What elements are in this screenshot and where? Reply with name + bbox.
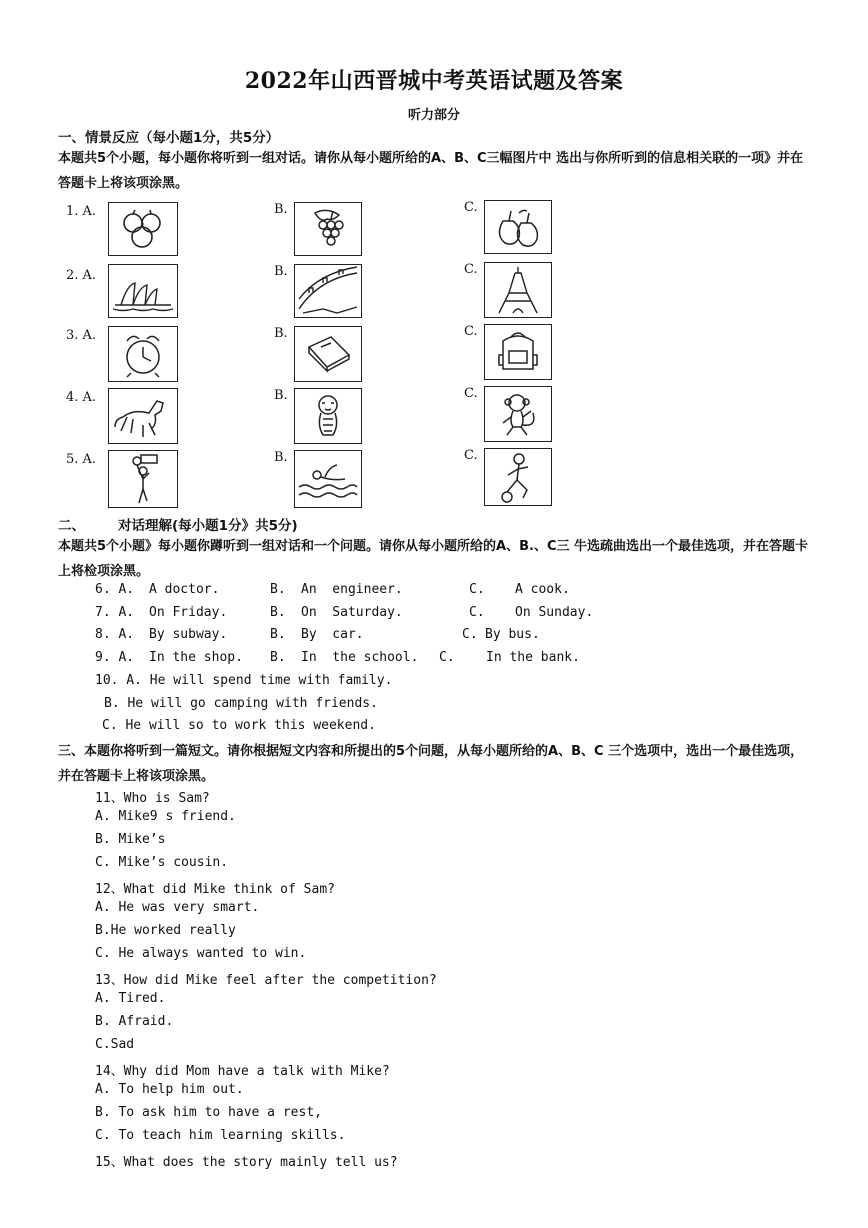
section2-heading: 对话理解(每小题1分》共5分): [118, 518, 298, 534]
q14-option-c: C. To teach him learning skills.: [95, 1128, 346, 1143]
great-wall-icon: [294, 264, 362, 318]
q1-label-c: C.: [464, 200, 478, 215]
eiffel-tower-icon: [484, 262, 552, 318]
q2-label-b: B.: [274, 264, 288, 279]
q5-label-b: B.: [274, 450, 288, 465]
page-subtitle: 听力部分: [407, 108, 460, 123]
alarm-clock-icon: [108, 326, 178, 382]
q12-option-c: C. He always wanted to win.: [95, 946, 307, 961]
q1-label-b: B.: [274, 202, 288, 217]
q11-option-a: A. Mike9 s friend.: [95, 809, 236, 824]
q13-option-c: C.Sad: [95, 1037, 135, 1052]
apples-icon: [108, 202, 178, 256]
horse-icon: [108, 388, 178, 444]
q4-label-a: 4. A.: [66, 390, 97, 405]
monkey-icon: [484, 386, 552, 442]
q4-label-b: B.: [274, 388, 288, 403]
q13-stem: 13、How did Mike feel after the competition?: [95, 973, 437, 988]
pears-icon: [484, 200, 552, 254]
q12-option-b: B.He worked really: [95, 923, 236, 938]
q2-label-c: C.: [464, 262, 478, 277]
q14-stem: 14、Why did Mom have a talk with Mike?: [95, 1064, 390, 1079]
q5-label-c: C.: [464, 448, 478, 463]
q12-stem: 12、What did Mike think of Sam?: [95, 882, 335, 897]
section2-heading-number: 二、: [58, 518, 85, 534]
section1-heading: 一、情景反应（每小题1分，共5分）: [58, 130, 280, 146]
q11-stem: 11、Who is Sam?: [95, 791, 210, 806]
q2-label-a: 2. A.: [66, 268, 97, 283]
q3-label-c: C.: [464, 324, 478, 339]
book-icon: [294, 326, 362, 382]
schoolbag-icon: [484, 324, 552, 380]
q11-option-b: B. Mike’s: [95, 832, 166, 847]
q4-label-c: C.: [464, 386, 478, 401]
picture-grid: [60, 196, 560, 508]
q14-option-a: A. To help him out.: [95, 1082, 244, 1097]
q14-option-b: B. To ask him to have a rest,: [95, 1105, 322, 1120]
basketball-player-icon: [108, 450, 178, 508]
q15-stem: 15、What does the story mainly tell us?: [95, 1155, 398, 1170]
page-title: 2022年山西晋城中考英语试题及答案: [244, 68, 624, 94]
grapes-icon: [294, 202, 362, 256]
q11-option-c: C. Mike’s cousin.: [95, 855, 229, 870]
q12-option-a: A. He was very smart.: [95, 900, 260, 915]
q13-option-b: B. Afraid.: [95, 1014, 174, 1029]
section3-instruction: 三、本题你将听到一篇短文。请你根据短文内容和所提出的5个问题，从每小题所给的A、B、C 三个选项中，选出一个最佳选项，并在答题卡上将该项涂黑。: [58, 744, 804, 784]
football-player-icon: [484, 448, 552, 506]
exam-page: 2022年山西晋城中考英语试题及答案 听力部分 一、情景反应（每小题1分，共5分） 本题共5个小题，每小题你将听到一组对话。请你从每小题所给的A、B、C三幅图片中 选出与你所听到的信息相关联的一项》并在答题卡上将该项涂黑。 1. A. B. C. 2. A. B. C. 3. A. B. C. 4. A. B. C. 5. A. B. C. 二、 对话理解(每小题1分》共5分) 本题共5个小题》每小题你蹲听到一组对话和一个问题。请你从每小题所给的A、B.、C三 牛选疏曲选出一个最佳选项，并在答题卡上将检项涂黑。 6. A. A doctor. B. An engineer. C. A cook. 7. A. On Friday. B. On Saturday. C. On Sunday. 8. A. By subway. B. By car. C. By bus. 9. A. In the shop. B. In the school. C. In the bank. 10. A. He will spend time with family. B. He will go camping with friends. C. He will so to work this weekend. 三、本题你将听到一篇短文。请你根据短文内容和所提出的5个问题，从每小题所给的A、B、C 三个选项中，选出一个最佳选项，并在答题卡上将该项涂黑。 11、Who is Sam? A. Mike9 s friend. B. Mike’s C. Mike’s cousin. 12、What did Mike think of Sam? A. He was very smart. B.He worked really C. He always wanted to win. 13、How did Mike feel after the competition? A. Tired. B. Afraid. C.Sad 14、Why did Mom have a talk with Mike? A. To help him out. B. To ask him to have a rest, C. To teach him learning skills. 15、What does the story mainly tell us?: [0, 0, 868, 1228]
section1-instruction: 本题共5个小题，每小题你将听到一组对话。请你从每小题所给的A、B、C三幅图片中 选出与你所听到的信息相关联的一项》并在答题卡上将该项涂黑。: [58, 151, 804, 191]
q5-label-a: 5. A.: [66, 452, 97, 467]
q3-label-b: B.: [274, 326, 288, 341]
section2-instruction: 本题共5个小题》每小题你蹲听到一组对话和一个问题。请你从每小题所给的A、B.、C三 牛选疏曲选出一个最佳选项，并在答题卡上将检项涂黑。: [58, 539, 809, 579]
swimmer-icon: [294, 450, 362, 508]
q13-option-a: A. Tired.: [95, 991, 166, 1006]
q3-label-a: 3. A.: [66, 328, 97, 343]
tiger-icon: [294, 388, 362, 444]
sydney-opera-house-icon: [108, 264, 178, 318]
q1-label-a: 1. A.: [66, 204, 97, 219]
